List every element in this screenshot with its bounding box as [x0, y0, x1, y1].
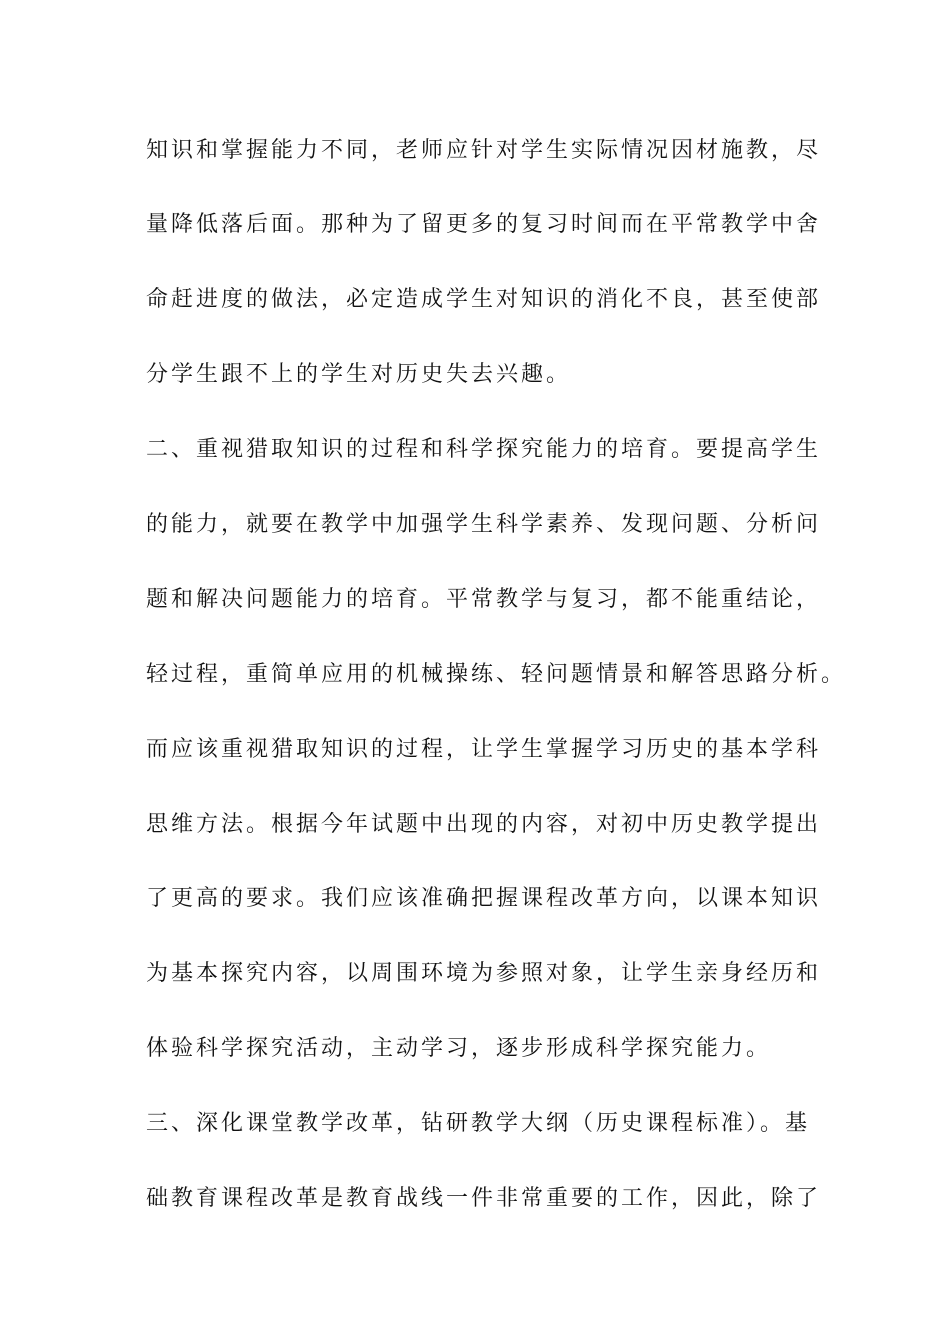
text-line: 知识和掌握能力不同，老师应针对学生实际情况因材施教，尽	[146, 138, 822, 163]
text-line: 分学生跟不上的学生对历史失去兴趣。	[146, 362, 572, 387]
text-line: 三、深化课堂教学改革，钻研教学大纲（历史课程标准）。基	[146, 1111, 811, 1136]
text-line: 的能力，就要在教学中加强学生科学素养、发现问题、分析问	[146, 512, 822, 537]
text-line: 命赶进度的做法，必定造成学生对知识的消化不良，甚至使部	[146, 287, 822, 312]
text-line: 轻过程，重简单应用的机械操练、轻问题情景和解答思路分析。	[146, 662, 847, 687]
text-line: 而应该重视猎取知识的过程，让学生掌握学习历史的基本学科	[146, 737, 822, 762]
text-line: 了更高的要求。我们应该准确把握课程改革方向，以课本知识	[146, 886, 822, 911]
text-line: 为基本探究内容，以周围环境为参照对象，让学生亲身经历和	[146, 961, 822, 986]
text-line: 体验科学探究活动，主动学习，逐步形成科学探究能力。	[146, 1036, 772, 1061]
text-line: 题和解决问题能力的培育。平常教学与复习，都不能重结论，	[146, 587, 822, 612]
text-line: 思维方法。根据今年试题中出现的内容，对初中历史教学提出	[146, 812, 822, 837]
text-line: 二、重视猎取知识的过程和科学探究能力的培育。要提高学生	[146, 437, 822, 462]
text-line: 量降低落后面。那种为了留更多的复习时间而在平常教学中舍	[146, 212, 822, 237]
text-line: 础教育课程改革是教育战线一件非常重要的工作，因此，除了	[146, 1186, 822, 1211]
